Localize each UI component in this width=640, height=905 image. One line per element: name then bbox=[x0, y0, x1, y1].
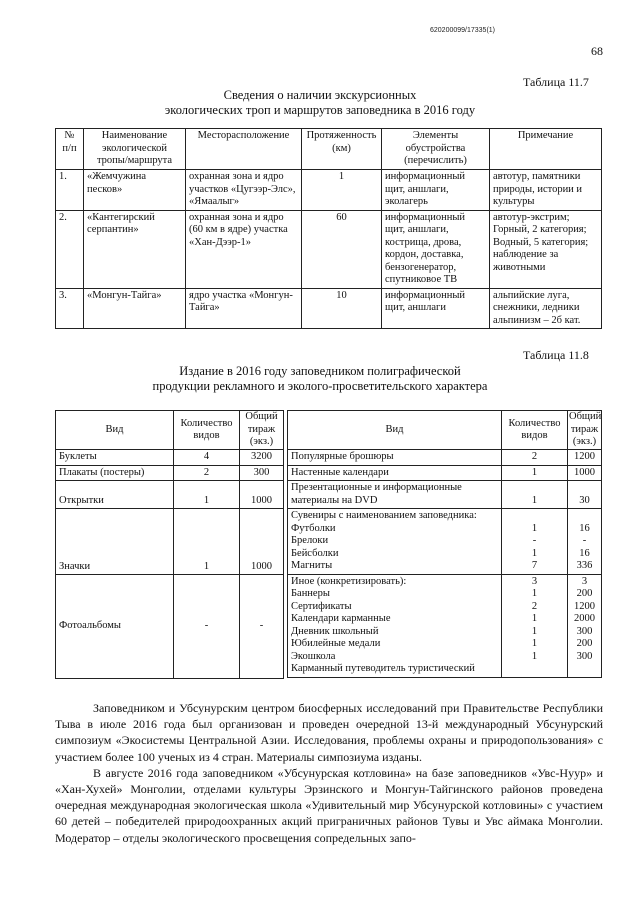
cell-length: 60 bbox=[302, 210, 382, 288]
other-count: 1 bbox=[531, 638, 538, 649]
table-row bbox=[56, 509, 284, 575]
page-number: 68 bbox=[591, 44, 603, 58]
table-11-7 bbox=[55, 128, 602, 329]
cell-type: Фотоальбомы bbox=[56, 575, 174, 679]
souvenir-item: Футболки bbox=[291, 522, 336, 534]
other-count bbox=[505, 663, 564, 676]
cell-type bbox=[288, 574, 502, 677]
other-count: 1 bbox=[531, 650, 538, 662]
other-item: Сертификаты bbox=[291, 600, 352, 612]
souvenir-count: - bbox=[532, 535, 537, 546]
other-circulation: 300 bbox=[576, 625, 593, 637]
cell-circulation: 3200 bbox=[240, 450, 284, 466]
cell-location: охранная зона и ядро участков «Цугээр-Элс», «Ямаалыг» bbox=[186, 170, 302, 211]
cell-location: ядро участка «Монгун-Тайга» bbox=[186, 288, 302, 329]
souvenir-item: Магниты bbox=[291, 560, 333, 571]
souvenir-circulation: 16 bbox=[579, 522, 590, 534]
cell-circulation: 1000 bbox=[240, 481, 284, 509]
paragraph: В августе 2016 года заповедником «Убсунурская котловина» на базе заповедников «Увс-Нуур» и «Хан-Хухей» Монголии, отделами культуры Эрзинского и Монгун-Тайгинского районов проведена очередная международная экологическая школа «Удивительный мир Убсунурской котловины» с участием 60 детей – победителей природоохранных акций приграничных районов Тувы и Увс аймака Монголии. Модератор – отделы экологического просвещения сопредельных запо- bbox=[55, 765, 603, 845]
other-item: Юбилейные медали bbox=[291, 638, 381, 649]
souvenir-count: 7 bbox=[531, 560, 538, 571]
cell-name: «Монгун-Тайга» bbox=[84, 288, 186, 329]
col-header-circulation: Общий тираж (экз.) bbox=[240, 411, 284, 450]
caption-line: экологических троп и маршрутов заповедника в 2016 году bbox=[164, 103, 476, 117]
caption-line: продукции рекламного и эколого-просветительского характера bbox=[152, 379, 488, 393]
other-item: Экошкола bbox=[291, 650, 336, 662]
souvenir-circulation: 336 bbox=[576, 560, 593, 571]
cell-type: Буклеты bbox=[56, 450, 174, 466]
cell-circulation: 30 bbox=[568, 481, 602, 509]
table-11-8-left bbox=[55, 410, 284, 679]
col-header-type: Вид bbox=[56, 411, 174, 450]
other-circulation: 2000 bbox=[574, 613, 595, 624]
table-row bbox=[56, 288, 602, 329]
cell-count: 1 bbox=[502, 465, 568, 481]
cell-number: 2. bbox=[56, 210, 84, 288]
table-header-row bbox=[288, 411, 602, 450]
cell-circulation: - bbox=[240, 575, 284, 679]
other-circulation bbox=[571, 663, 598, 676]
other-count: 1 bbox=[531, 625, 538, 637]
col-header-note: Примечание bbox=[490, 129, 602, 170]
cell-note: альпийские луга, снежники, ледники альпинизм – 2б кат. bbox=[490, 288, 602, 329]
cell-facilities: информационный щит, аншлаги, кострища, дрова, кордон, доставка, бензогенератор, спутниковое ТВ bbox=[382, 210, 490, 288]
cell-count bbox=[502, 509, 568, 575]
table-11-8-label: Таблица 11.8 bbox=[523, 348, 589, 362]
table-row bbox=[288, 450, 602, 466]
col-header-circulation: Общий тираж (экз.) bbox=[568, 411, 602, 450]
table-header-row bbox=[56, 411, 284, 450]
table-row-souvenirs bbox=[288, 509, 602, 575]
table-11-7-caption bbox=[0, 88, 640, 118]
col-header-length: Протяженность (км) bbox=[302, 129, 382, 170]
table-row bbox=[56, 481, 284, 509]
table-row bbox=[288, 481, 602, 509]
table-row bbox=[56, 450, 284, 466]
cell-count: 4 bbox=[174, 450, 240, 466]
table-row bbox=[56, 575, 284, 679]
cell-circulation: 300 bbox=[240, 465, 284, 481]
cell-facilities: информационный щит, аншлаги bbox=[382, 288, 490, 329]
caption-line: Издание в 2016 году заповедником полиграфической bbox=[179, 364, 461, 378]
cell-count: 1 bbox=[174, 481, 240, 509]
cell-location: охранная зона и ядро (60 км в ядре) участка «Хан-Дээр-1» bbox=[186, 210, 302, 288]
souvenir-item: Брелоки bbox=[291, 535, 329, 546]
col-header-count: Количество видов bbox=[174, 411, 240, 450]
cell-type: Открытки bbox=[56, 481, 174, 509]
cell-count: 2 bbox=[502, 450, 568, 466]
cell-name: «Жемчужина песков» bbox=[84, 170, 186, 211]
other-count: 2 bbox=[531, 600, 538, 612]
other-item: Карманный путеводитель туристический bbox=[291, 663, 475, 674]
col-header-location: Месторасположение bbox=[186, 129, 302, 170]
other-item: Баннеры bbox=[291, 588, 330, 599]
souvenir-item: Бейсболки bbox=[291, 547, 339, 559]
cell-length: 10 bbox=[302, 288, 382, 329]
col-header-name: Наименование экологической тропы/маршрута bbox=[84, 129, 186, 170]
other-item: Календари карманные bbox=[291, 613, 391, 624]
other-item: Дневник школьный bbox=[291, 625, 379, 637]
cell-type: Популярные брошюры bbox=[288, 450, 502, 466]
cell-circulation bbox=[568, 574, 602, 677]
souvenirs-header: Сувениры с наименованием заповедника: bbox=[291, 510, 477, 521]
col-header-facilities: Элементы обустройства (перечислить) bbox=[382, 129, 490, 170]
cell-type: Плакаты (постеры) bbox=[56, 465, 174, 481]
cell-count: 1 bbox=[502, 481, 568, 509]
other-circulation: 200 bbox=[576, 638, 593, 649]
cell-type: Значки bbox=[56, 509, 174, 575]
table-11-7-label: Таблица 11.7 bbox=[523, 75, 589, 89]
table-row bbox=[56, 210, 602, 288]
other-header: Иное (конкретизировать): bbox=[291, 575, 407, 587]
table-row-other bbox=[288, 574, 602, 677]
col-header-type: Вид bbox=[288, 411, 502, 450]
cell-type: Презентационные и информационные материалы на DVD bbox=[288, 481, 502, 509]
cell-count: - bbox=[174, 575, 240, 679]
cell-count: 2 bbox=[174, 465, 240, 481]
other-circulation: 300 bbox=[576, 650, 593, 662]
cell-circulation: 1000 bbox=[568, 465, 602, 481]
table-11-8-caption bbox=[0, 364, 640, 394]
other-count: 1 bbox=[531, 613, 538, 624]
paragraph: Заповедником и Убсунурским центром биосферных исследований при Правительстве Республики Тыва в июле 2016 года был организован и проведен очередной 13-й международный Убсунурский симпозиум «Экосистемы Центральной Азии. Исследования, проблемы охраны и природопользования» с участием более 100 ученых из 4 стран. Материалы симпозиума изданы. bbox=[55, 701, 603, 764]
cell-count bbox=[502, 574, 568, 677]
souvenir-circulation: 16 bbox=[579, 547, 590, 559]
body-text bbox=[55, 700, 603, 846]
cell-type: Настенные календари bbox=[288, 465, 502, 481]
table-row bbox=[56, 465, 284, 481]
other-circulation: 200 bbox=[576, 588, 593, 599]
col-header-count: Количество видов bbox=[502, 411, 568, 450]
cell-type bbox=[288, 509, 502, 575]
cell-name: «Кантегирский серпантин» bbox=[84, 210, 186, 288]
cell-circulation bbox=[568, 509, 602, 575]
souvenir-count: 1 bbox=[531, 547, 538, 559]
cell-circulation: 1200 bbox=[568, 450, 602, 466]
table-11-8-right bbox=[287, 410, 602, 678]
cell-note: автотур-экстрим; Горный, 2 категория; Водный, 5 категория; наблюдение за животными bbox=[490, 210, 602, 288]
other-circulation-total: 3 bbox=[581, 575, 588, 587]
caption-line: Сведения о наличии экскурсионных bbox=[223, 88, 417, 102]
other-count-total: 3 bbox=[531, 575, 538, 587]
cell-number: 1. bbox=[56, 170, 84, 211]
cell-number: 3. bbox=[56, 288, 84, 329]
table-row bbox=[288, 465, 602, 481]
cell-circulation: 1000 bbox=[240, 509, 284, 575]
col-header-number: № п/п bbox=[56, 129, 84, 170]
other-count: 1 bbox=[531, 588, 538, 599]
cell-facilities: информационный щит, аншлаги, эколагерь bbox=[382, 170, 490, 211]
souvenir-count: 1 bbox=[531, 522, 538, 534]
cell-count: 1 bbox=[174, 509, 240, 575]
document-id: 620200099/17335(1) bbox=[430, 27, 496, 34]
cell-note: автотур, памятники природы, истории и культуры bbox=[490, 170, 602, 211]
table-row bbox=[56, 170, 602, 211]
cell-length: 1 bbox=[302, 170, 382, 211]
souvenir-circulation: - bbox=[582, 535, 587, 546]
other-circulation: 1200 bbox=[574, 600, 595, 612]
table-header-row bbox=[56, 129, 602, 170]
